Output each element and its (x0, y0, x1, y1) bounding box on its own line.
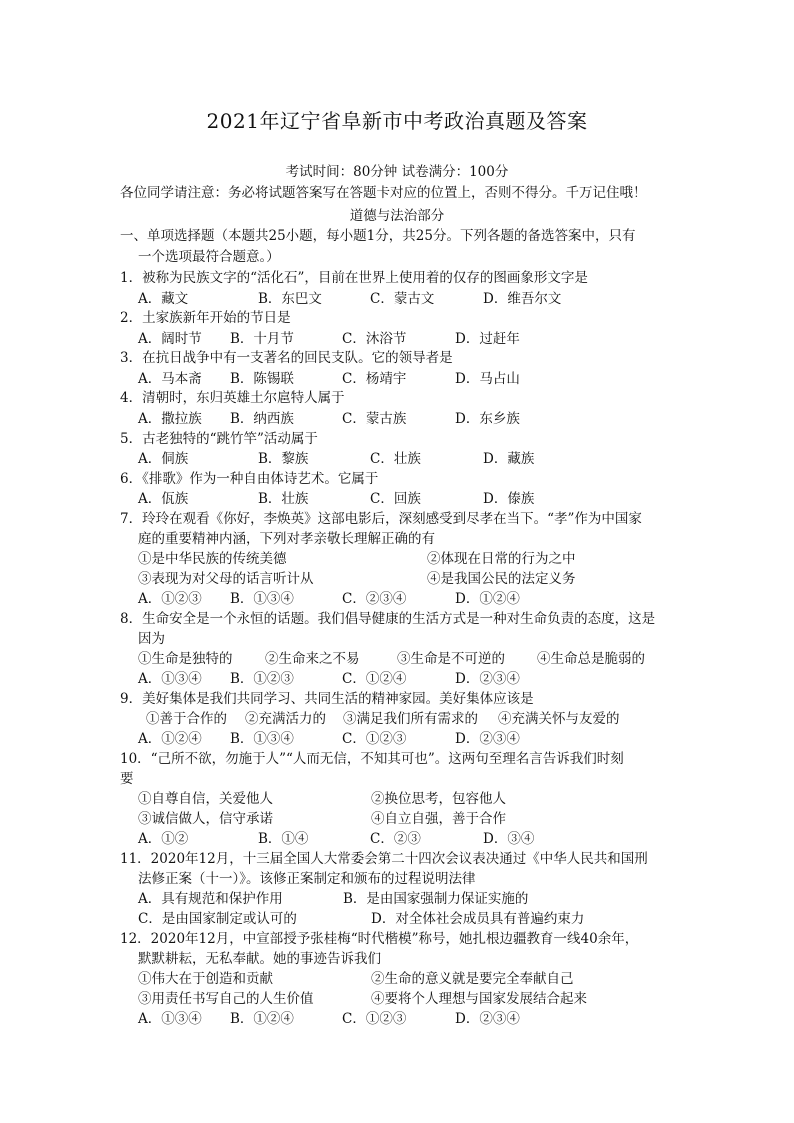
option-c: C．①②③ (342, 731, 407, 747)
statement-3: ③表现为对父母的话言听计从 (138, 571, 314, 587)
question-11-cont: 法修正案（十一）》。该修正案制定和颁布的过程说明法律 (138, 871, 476, 887)
option-a: A．①③④ (138, 671, 202, 687)
statement-4: ④是我国公民的法定义务 (427, 571, 576, 587)
option-b: B．东巴文 (258, 291, 322, 307)
statement-4: ④要将个人理想与国家发展结合起来 (371, 991, 587, 1007)
option-a: A．藏文 (138, 291, 189, 307)
option-d: D．藏族 (483, 451, 535, 467)
question-12-cont: 默默耕耘，无私奉献。她的事迹告诉我们 (138, 951, 381, 967)
statement-2: ②生命来之不易 (265, 651, 360, 667)
option-c: C．蒙古文 (370, 291, 435, 307)
section-heading: 道德与法治部分 (349, 208, 445, 224)
option-a: A．①②③ (138, 591, 202, 607)
option-d: D．马占山 (455, 371, 520, 387)
option-a: A．马本斋 (138, 371, 202, 387)
option-b: B．①②④ (230, 1011, 294, 1027)
option-d: D．东乡族 (455, 411, 520, 427)
option-a: A．撒拉族 (138, 411, 202, 427)
option-c: C．①②③ (342, 1011, 407, 1027)
option-d: D．②③④ (455, 731, 520, 747)
question-10-cont: 要 (120, 771, 134, 787)
option-d: D．维吾尔文 (483, 291, 562, 307)
option-b: B．纳西族 (230, 411, 294, 427)
option-c: C．是由国家制定或认可的 (138, 911, 297, 927)
option-b: B．①④ (258, 831, 309, 847)
exam-info: 考试时间：80分钟 试卷满分：100分 (285, 164, 509, 180)
question-6: 6．《排歌》作为一种自由体诗艺术。它属于 (120, 471, 379, 487)
option-d: D．①②④ (455, 591, 520, 607)
statement-4: ④充满关怀与友爱的 (498, 711, 620, 727)
statement-2: ②换位思考，包容他人 (371, 791, 506, 807)
statement-3: ③用责任书写自己的人生价值 (138, 991, 314, 1007)
question-4: 4．清朝时，东归英雄土尔扈特人属于 (120, 390, 345, 406)
question-8: 8．生命安全是一个永恒的话题。我们倡导健康的生活方式是一种对生命负责的态度，这是 (120, 611, 656, 627)
option-c: C．②③ (370, 831, 421, 847)
option-d: D．③④ (483, 831, 535, 847)
statement-2: ②体现在日常的行为之中 (427, 551, 576, 567)
statement-4: ④生命总是脆弱的 (537, 651, 645, 667)
option-b: B．十月节 (230, 331, 294, 347)
statement-3: ③诚信做人，信守承诺 (138, 811, 273, 827)
statement-1: ①善于合作的 (146, 711, 227, 727)
option-a: A．侗族 (138, 451, 189, 467)
option-c: C．①②④ (342, 671, 407, 687)
option-d: D．过赶年 (455, 331, 520, 347)
option-a: A．具有规范和保护作用 (138, 891, 283, 907)
option-a: A．①②④ (138, 731, 202, 747)
part1-instructions-cont: 一个选项最符合题意。） (138, 249, 280, 265)
option-c: C．②③④ (342, 591, 407, 607)
option-c: C．壮族 (370, 451, 421, 467)
option-c: C．沐浴节 (342, 331, 407, 347)
option-a: A．①② (138, 831, 189, 847)
statement-1: ①伟大在于创造和贡献 (138, 971, 273, 987)
option-c: C．回族 (370, 491, 421, 507)
part1-instructions: 一、单项选择题（本题共25小题，每小题1分，共25分。下列各题的备选答案中，只有 (120, 228, 636, 244)
statement-4: ④自立自强，善于合作 (371, 811, 506, 827)
option-b: B．陈锡联 (230, 371, 294, 387)
question-10: 10．“己所不欲，勿施于人”“人而无信，不知其可也”。这两句至理名言告诉我们时刻 (120, 751, 624, 767)
question-5: 5．古老独特的“跳竹竿”活动属于 (120, 431, 318, 447)
statement-3: ③满足我们所有需求的 (343, 711, 478, 727)
question-3: 3．在抗日战争中有一支著名的回民支队。它的领导者是 (120, 350, 453, 366)
option-b: B．①②③ (230, 671, 294, 687)
option-b: B．①③④ (230, 591, 294, 607)
statement-1: ①是中华民族的传统美德 (138, 551, 287, 567)
question-11: 11．2020年12月，十三届全国人大常委会第二十四次会议表决通过《中华人民共和国刑 (120, 851, 648, 867)
option-c: C．杨靖宇 (342, 371, 407, 387)
option-b: B．黎族 (258, 451, 309, 467)
statement-3: ③生命是不可逆的 (397, 651, 505, 667)
question-2: 2．土家族新年开始的节日是 (120, 310, 291, 326)
question-1: 1．被称为民族文字的“活化石”，目前在世界上使用着的仅存的图画象形文字是 (120, 270, 588, 286)
statement-2: ②生命的意义就是要完全奉献自己 (371, 971, 574, 987)
option-d: D．对全体社会成员具有普遍约束力 (371, 911, 585, 927)
option-a: A．①③④ (138, 1011, 202, 1027)
option-b: B．壮族 (258, 491, 309, 507)
statement-2: ②充满活力的 (245, 711, 326, 727)
question-7-cont: 庭的重要精神内涵，下列对孝亲敬长理解正确的有 (138, 531, 435, 547)
question-9: 9．美好集体是我们共同学习、共同生活的精神家园。美好集体应该是 (120, 691, 534, 707)
option-a: A．阔时节 (138, 331, 202, 347)
option-b: B．①③④ (230, 731, 294, 747)
page-title: 2021年辽宁省阜新市中考政治真题及答案 (206, 109, 588, 133)
option-d: D．傣族 (483, 491, 535, 507)
question-12: 12．2020年12月，中宣部授予张桂梅“时代楷模”称号，她扎根边疆教育一线40余年， (120, 931, 639, 947)
question-8-cont: 因为 (138, 631, 165, 647)
option-d: D．②③④ (455, 1011, 520, 1027)
option-d: D．②③④ (455, 671, 520, 687)
statement-1: ①生命是独特的 (138, 651, 233, 667)
option-b: B．是由国家强制力保证实施的 (343, 891, 529, 907)
option-a: A．佤族 (138, 491, 189, 507)
notice: 各位同学请注意：务必将试题答案写在答题卡对应的位置上，否则不得分。千万记住哦！ (120, 185, 647, 201)
statement-1: ①自尊自信，关爱他人 (138, 791, 273, 807)
option-c: C．蒙古族 (342, 411, 407, 427)
question-7: 7．玲玲在观看《你好，李焕英》这部电影后，深刻感受到尽孝在当下。“孝”作为中国家 (120, 511, 642, 527)
